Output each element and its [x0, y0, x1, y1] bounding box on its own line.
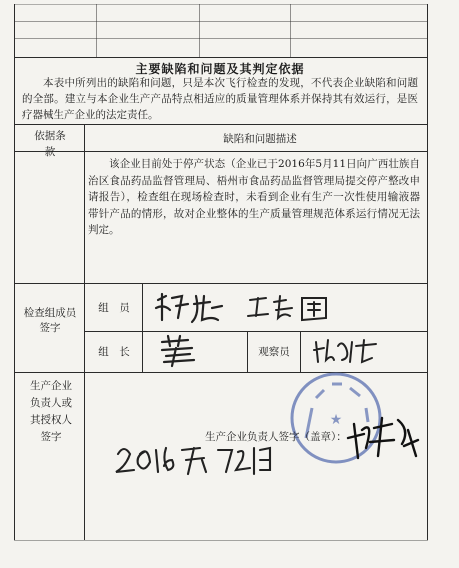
company-signature-label: 生产企业负责人或其授权人签字 [30, 380, 72, 443]
table-line-after-header [14, 151, 428, 152]
table-line-before-title [14, 38, 428, 39]
col-divider-observer-3 [300, 331, 301, 372]
col-divider-top-2 [199, 4, 200, 57]
col-divider-top-3 [290, 4, 291, 57]
intro-paragraph: 本表中所列出的缺陷和问题，只是本次飞行检查的发现，不代表企业缺陷和问题的全部。建立与本企业生产产品特点相适应的质量管理体系并保持其有效运行，是医疗器械生产企业的法定责任。 [22, 77, 418, 121]
observer-label: 观察员 [258, 346, 290, 358]
col-divider-observer-2 [247, 331, 248, 372]
inspector-signature-label: 检查组成员签字 [23, 307, 77, 334]
table-top-line [14, 4, 428, 5]
handwritten-date [114, 440, 284, 484]
finding-description: 该企业目前处于停产状态（企业已于2016年5月11日向广西壮族自治区食品药品监督管理局、梧州市食品药品监督管理局提交停产整改申请报告），检查组在现场检查时，未看到企业有生产一次性使用输液器 带针产品的情形，故对企业整体的生产质量管理规范体系运行情况无法判定。 [88, 158, 420, 236]
table-left-border [14, 4, 15, 540]
table-line-bottom [14, 540, 428, 541]
leader-signature [158, 334, 208, 372]
table-line-after-intro [14, 124, 428, 125]
table-line-title [14, 57, 428, 58]
observer-signature [312, 336, 380, 370]
member-signature-2 [246, 290, 336, 330]
table-line-after-desc [14, 283, 428, 284]
svg-text:★: ★ [329, 412, 343, 428]
col-divider-observer-1 [142, 284, 143, 372]
company-handwritten-signature [344, 410, 424, 470]
col-divider-top-1 [96, 4, 97, 57]
table-line-mid-inspectors [84, 331, 428, 332]
section-title: 主要缺陷和问题及其判定依据 [135, 62, 305, 76]
basis-column-header: 依据条款 [34, 130, 66, 158]
table-right-border [427, 4, 428, 540]
description-column-header: 缺陷和问题描述 [223, 133, 297, 145]
company-signature-line: 生产企业负责人签字（盖章）： [205, 431, 347, 443]
member-label: 组 员 [98, 302, 130, 314]
table-line-top [14, 21, 428, 22]
leader-label: 组 长 [98, 346, 130, 358]
col-divider-main [84, 124, 85, 540]
member-signature-1 [152, 290, 232, 330]
